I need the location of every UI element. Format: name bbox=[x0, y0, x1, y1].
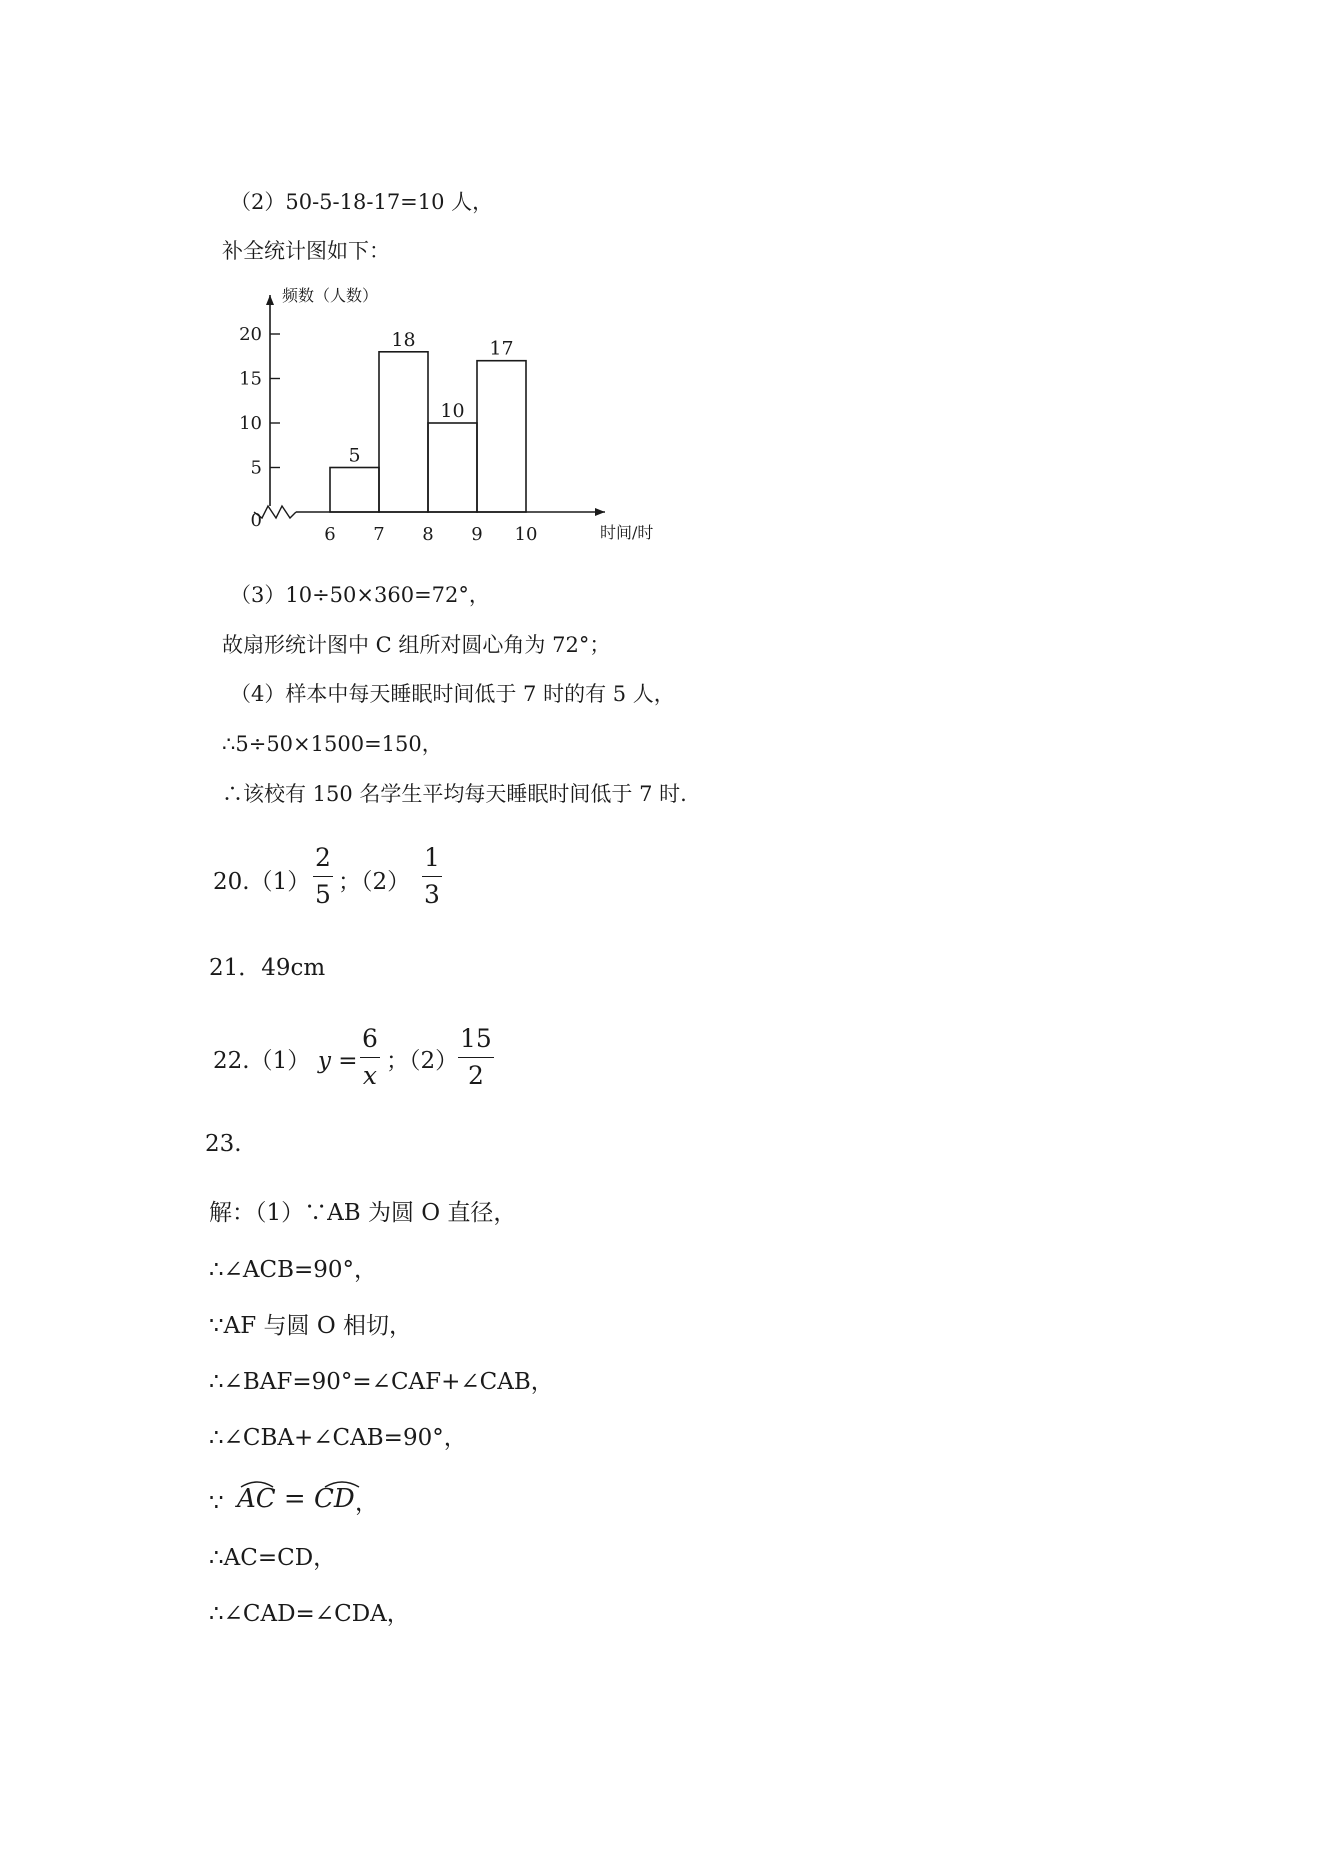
histogram-bar-1 bbox=[379, 352, 428, 512]
q20-mid: ；（2） bbox=[338, 869, 411, 895]
histogram-bar-3 bbox=[477, 361, 526, 512]
q23-arc-tail: ， bbox=[355, 1490, 378, 1516]
q23-step-5: ∴∠CBA+∠CAB=90°， bbox=[209, 1425, 467, 1451]
q20-frac2-numerator: 1 bbox=[422, 843, 442, 877]
y-axis-label: 频数（人数） bbox=[282, 286, 379, 305]
q20-frac2-denominator: 3 bbox=[424, 880, 440, 909]
x-tick-label-4: 10 bbox=[514, 524, 538, 545]
q22-prefix: 22.（1） bbox=[213, 1048, 311, 1074]
x-axis-label: 时间/时 bbox=[600, 523, 654, 542]
arc-mark-right bbox=[323, 1480, 361, 1488]
q22-frac2-numerator: 15 bbox=[458, 1024, 494, 1058]
part4-calculation: ∴5÷50×1500=150， bbox=[222, 732, 443, 756]
q23-arc-expression bbox=[237, 1484, 355, 1514]
y-tick-label-3: 15 bbox=[239, 368, 262, 390]
y-tick-label-0: 0 bbox=[250, 510, 262, 531]
histogram-bar-2 bbox=[428, 423, 477, 512]
y-tick-label-4: 20 bbox=[239, 324, 262, 345]
part4-text: （4）样本中每天睡眠时间低于 7 时的有 5 人， bbox=[230, 682, 675, 706]
bar-value-label-1: 18 bbox=[391, 328, 416, 351]
q22-y-equals: y = bbox=[318, 1048, 358, 1074]
part3-calculation: （3）10÷50×360=72°， bbox=[230, 583, 490, 607]
part2-text: 补全统计图如下： bbox=[222, 239, 390, 263]
q22-answer1-fraction bbox=[360, 1024, 380, 1091]
histogram-bar-0 bbox=[330, 468, 379, 513]
q23-step-3: ∵AF 与圆 O 相切， bbox=[209, 1313, 412, 1339]
q23-because-symbol: ∵ bbox=[209, 1490, 224, 1516]
q23-step-6: ∴AC=CD， bbox=[209, 1545, 337, 1571]
q22-mid: ；（2） bbox=[386, 1048, 459, 1074]
q20-frac1-numerator: 2 bbox=[313, 843, 333, 877]
q23-title: 23. bbox=[205, 1131, 242, 1157]
y-axis-arrow bbox=[266, 295, 274, 305]
y-tick-label-2: 10 bbox=[239, 413, 262, 434]
q22-answer2-fraction bbox=[458, 1024, 494, 1091]
q23-step-1: 解：（1）∵AB 为圆 O 直径， bbox=[209, 1200, 517, 1226]
frequency-histogram bbox=[220, 275, 660, 560]
q20-answer2-fraction bbox=[422, 843, 442, 910]
q23-step-2: ∴∠ACB=90°， bbox=[209, 1257, 378, 1283]
x-tick-label-3: 9 bbox=[471, 524, 483, 545]
bar-value-label-3: 17 bbox=[489, 337, 514, 360]
q23-arc-expression-text: AC = CD bbox=[237, 1484, 355, 1514]
q20-frac1-denominator: 5 bbox=[315, 880, 331, 909]
bar-value-label-2: 10 bbox=[440, 400, 465, 422]
x-tick-label-2: 8 bbox=[422, 524, 434, 545]
x-axis-arrow bbox=[595, 508, 605, 516]
bar-value-label-0: 5 bbox=[348, 444, 361, 467]
x-tick-label-1: 7 bbox=[373, 524, 385, 545]
q20-answer1-fraction bbox=[313, 843, 333, 910]
q22-frac2-denominator: 2 bbox=[467, 1061, 484, 1090]
x-tick-label-0: 6 bbox=[324, 524, 336, 545]
part4-conclusion: ∴该校有 150 名学生平均每天睡眠时间低于 7 时. bbox=[222, 782, 687, 806]
q22-frac1-denominator: x bbox=[362, 1061, 377, 1090]
q21-answer: 21．49cm bbox=[209, 955, 326, 981]
q20-prefix: 20.（1） bbox=[213, 869, 311, 895]
part2-calculation: （2）50-5-18-17=10 人， bbox=[230, 190, 494, 214]
q23-step-7: ∴∠CAD=∠CDA， bbox=[209, 1601, 410, 1627]
q22-frac1-numerator: 6 bbox=[360, 1024, 380, 1058]
arc-mark-left bbox=[239, 1480, 275, 1488]
part3-text: 故扇形统计图中 C 组所对圆心角为 72°； bbox=[222, 633, 611, 657]
y-tick-label-1: 5 bbox=[250, 457, 262, 479]
q23-step-4: ∴∠BAF=90°=∠CAF+∠CAB， bbox=[209, 1369, 554, 1395]
